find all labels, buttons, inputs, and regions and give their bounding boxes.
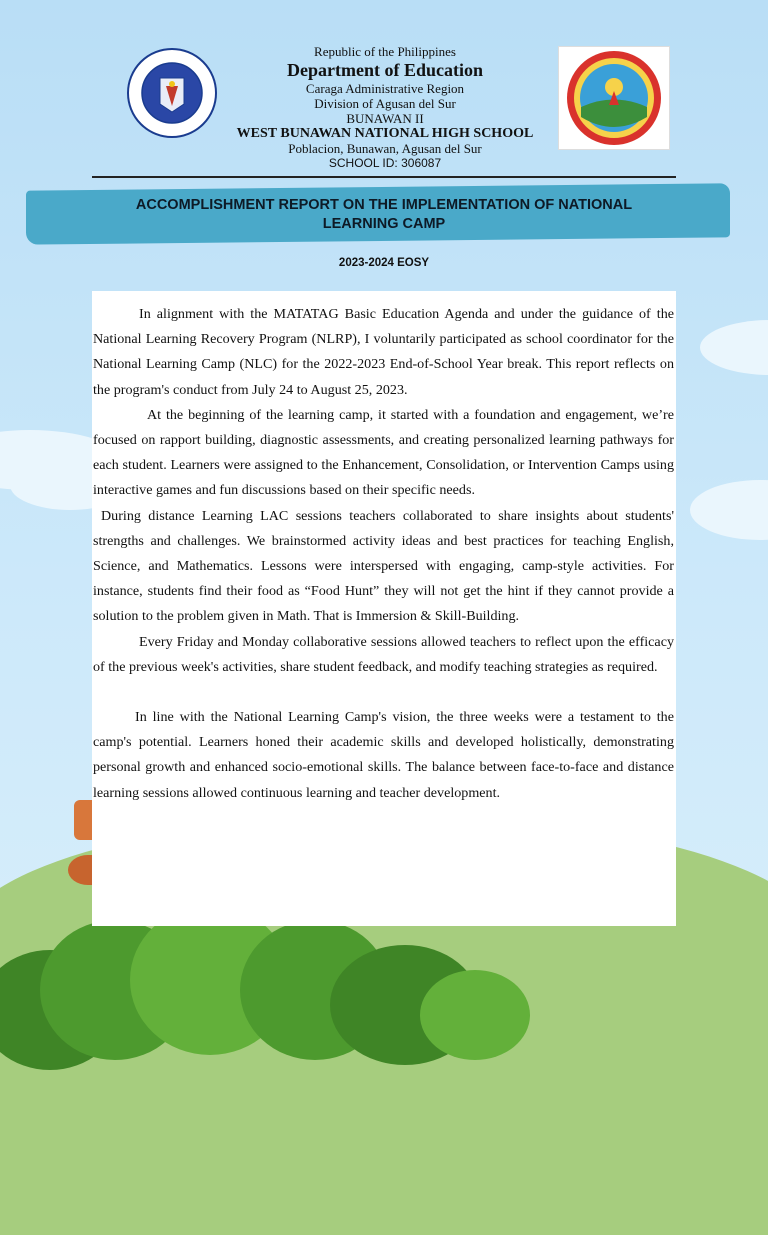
report-title: ACCOMPLISHMENT REPORT ON THE IMPLEMENTATION OF NATIONAL LEARNING CAMP xyxy=(135,197,633,232)
paragraph-3: During distance Learning LAC sessions teachers collaborated to share insights about students' strengths and challenges. We brainstormed activity ideas and best practices for teaching English, Science, and Mathematics. Lessons were interspersed with engaging, camp-style activities. For instance, students find their food as “Food Hunt” they will not get the hint if they cannot provide a solution to the problem given in Math. That is Immersion & Skill-Building. xyxy=(93,507,674,625)
division-line: Division of Agusan del Sur xyxy=(314,96,456,111)
report-subtitle: 2023-2024 EOSY xyxy=(338,257,430,269)
address-line: Poblacion, Bunawan, Agusan del Sur xyxy=(288,141,482,156)
paragraph-gap xyxy=(93,680,674,705)
school-name: WEST BUNAWAN NATIONAL HIGH SCHOOL xyxy=(236,126,534,141)
bush xyxy=(420,970,530,1060)
paragraph-2: At the beginning of the learning camp, it started with a foundation and engagement, we’re focused on rapport building, diagnostic assessments, and creating personalized learning pathways for each student. Learners were assigned to the Enhancement, Consolidation, or Intervention Camps using interactive games and fun discussions based on their specific needs. xyxy=(93,406,674,499)
letterhead xyxy=(205,44,565,171)
report-body xyxy=(93,302,674,806)
school-seal xyxy=(558,46,670,150)
paragraph-5: In line with the National Learning Camp's vision, the three weeks were a testament to the camp's potential. Learners honed their academic skills and developed holistically, demonstrating personal growth and enhanced socio-emotional skills. The balance between face-to-face and distance learning sessions allowed continuous learning and teacher development. xyxy=(93,709,674,801)
paragraph-1: In alignment with the MATATAG Basic Education Agenda and under the guidance of the National Learning Recovery Program (NLRP), I voluntarily participated as school coordinator for the National Learning Camp (NLC) for the 2022-2023 End-of-School Year break. This report reflects on the program's conduct from July 24 to August 25, 2023. xyxy=(93,306,674,398)
district-line: BUNAWAN II xyxy=(346,111,424,126)
department-name: Department of Education xyxy=(287,60,483,80)
paragraph-4: Every Friday and Monday collaborative sessions allowed teachers to reflect upon the efficacy of the previous week's activities, share student feedback, and modify teaching strategies as required. xyxy=(93,633,674,675)
school-id: SCHOOL ID: 306087 xyxy=(328,156,442,170)
region-line: Caraga Administrative Region xyxy=(305,81,465,96)
republic-line: Republic of the Philippines xyxy=(314,44,456,59)
header-divider xyxy=(92,176,676,178)
